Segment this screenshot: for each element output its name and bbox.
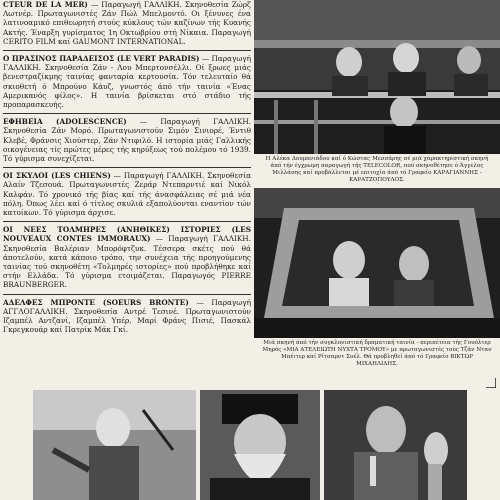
entry-3	[3, 117, 251, 163]
corner-mark	[486, 373, 496, 383]
entry-body: — Παραγωγή ΓΑΛΛΙΚΗ. Σκηνοθεσία Ζώρζ Λωτνέρ. Πρωταγωνιστές Ζάν Πώλ Μπελμοντό. Οι ξένυνες ένα λατινοαμικό επιθεωρητή στούς κύκλους τών καζίνων τής Κυανής Ακτής. Έναρξη γυρίσματος 1η Οκτωβρίου στή Νίκαια. Παραγωγή CERITO FILM καί GAUMONT INTERNATIONAL.	[3, 0, 251, 46]
entry-heading: ΟΙ ΝΕΕΣ ΤΟΛΜΗΡΕΣ (ΑΝΗΘΙΚΕΣ) ΙΣΤΟΡΙΕΣ (LES NOUVEAUX CONTES IMMORAUX)	[3, 225, 251, 244]
left-column	[3, 0, 251, 388]
divider	[3, 221, 251, 222]
courtroom-photo	[254, 0, 500, 154]
entry-1	[3, 0, 251, 46]
divider	[3, 113, 251, 114]
entry-5	[3, 225, 251, 289]
entry-heading: ΑΔΕΛΦΕΣ ΜΠΡΟΝΤΕ (SOEURS BRONTE)	[3, 297, 189, 307]
photo-caption-1: Η Αλέκα Δουμανιάδου καί ό Κώστας Μεσσάρης σέ μιά χαρακτηριστική σκηνή άπό τήν έγχρωμη παραγωγή τής TELECOLOR, πού σκηνοθέτησε ό Άγγελος Μιλλάσης καί προβάλλεται μέ επιτυχία άπό τό Γραφείο ΚΑΡΑΓΙΑΝΝΗΣ - ΚΑΡΑΤΖΟΠΟΥΛΟΣ.	[265, 156, 489, 183]
right-column	[254, 0, 500, 388]
entry-2	[3, 54, 251, 109]
bottom-photo-strip	[0, 388, 500, 500]
photo-caption-2: Μιά σκηνή άπό τήν συγκλονιστική δραματική ταινία - περιπέτεια τής Γουόλτερ Μηρός «ΜΙΑ ΑΤΕΛΕΙΩΤΗ ΝΥΧΤΑ ΤΡΟΜΟΥ» με πρωταγωνιστές τούς Τζάν Νταν Μπέιτερ καί Ρίτσαρντ Σοέλ. Θά προβληθεί άπό τό Γραφείο ΒΙΚΤΩΡ ΜΙΧΑΗΛΙΔΗΣ.	[262, 340, 492, 367]
priest-portrait-photo	[200, 390, 320, 500]
man-with-cane-photo	[33, 390, 196, 500]
entry-heading: Ο ΠΡΑΣΙΝΟΣ ΠΑΡΑΔΕΙΣΟΣ (LE VERT PARADIS)	[3, 54, 200, 64]
entry-heading: ΕΦΗΒΕΙΑ (ADOLESCENCE)	[3, 117, 127, 127]
entry-4	[3, 171, 251, 217]
entry-body: — Παραγωγή ΓΑΛΛΙΚΗ. Σκηνοθεσία Ζάν - Λου Μπερτονσέλλι. Οί ξρωες μιάς βενεστραζίκμης ταινίας φανταρία κερτουσία. Τόν τελευταίο θά σκιοθετή ό Μπρούνο Κάυζ, γνωστός άπό τήν ταινία «Ένας Αμερικανός φίλος». Η ταινία βρίσκεται στό στάδιο τής προπαρασκευής.	[3, 54, 251, 110]
divider	[3, 167, 251, 168]
entry-heading: ΟΙ ΣΚΥΛΟΙ (LES CHIENS)	[3, 171, 111, 181]
entry-heading: CTEUR DE LA MER)	[3, 0, 88, 9]
entry-body: — Παραγωγή ΓΑΛΛΙΚΗ. Σκηνοθεσία Αλαίν Τζεσουά. Πρωταγωνιστές Ζεράρ Ντεπαρντιέ καί Νικόλ Καλφάν. Τό χρονικό τής βίας καί τής άνασφάλειας σέ μιά νέα πόλη. Όπως λέει καί ό τίτλος σκυλιά εξαπολύονται εναντίον τών κατοίκων. Τό γύρισμα άρχισε.	[3, 171, 251, 218]
car-scene-photo	[254, 188, 500, 338]
entry-body: — Παραγωγή ΓΑΛΛΙΚΗ. Σκηνοθεσία Βαλέριαν Μπορόφτζυκ. Τέσσερα σκέτς πού θά άποτελούν, κατά κάποιο τρόπο, την συνέχεια τής προηγούμενης ταινίας τού σκηνοθέτη «Τολμηρές ιστορίες» πού προβλήθηκε καί στήν Ελλάδα. Τό γύρισμα ετοιμάζεται. Παραγωγός PIERRE BRAUNBERGER.	[3, 234, 251, 290]
entry-body: — Παραγωγή ΓΑΛΛΙΚΗ. Σκηνοθεσία Ζάν Μορό. Πρωταγωνιστούν Σιμόν Σινιορέ, Έντιθ Κλεβέ, Φράνσις Χιούστερ, Ζάν Ντιφιλό. Η ιστορία μιάς Γαλλικής οικογένειας τίς πρώτες μέρες τής κηρύξεως τού πολέμου τό 1939. Τό γύρισμα συνεχίζεται.	[3, 117, 251, 164]
divider	[3, 294, 251, 295]
divider	[3, 50, 251, 51]
entry-6	[3, 298, 251, 335]
entry-body: — Παραγωγή ΑΓΓΛΟΓΑΛΛΙΚΗ. Σκηνοθεσία Αντρέ Τεσινέ. Πρωταγωνιστούν Ιζαμπέλ Αντζανί, Ιζαμπέλ Υπέρ, Μαρί Φράνς Πισιέ, Πασκάλ Γκρεγκουάρ καί Πατρίκ Μάκ Γκί.	[3, 297, 251, 335]
soldier-portrait-photo	[324, 390, 467, 500]
